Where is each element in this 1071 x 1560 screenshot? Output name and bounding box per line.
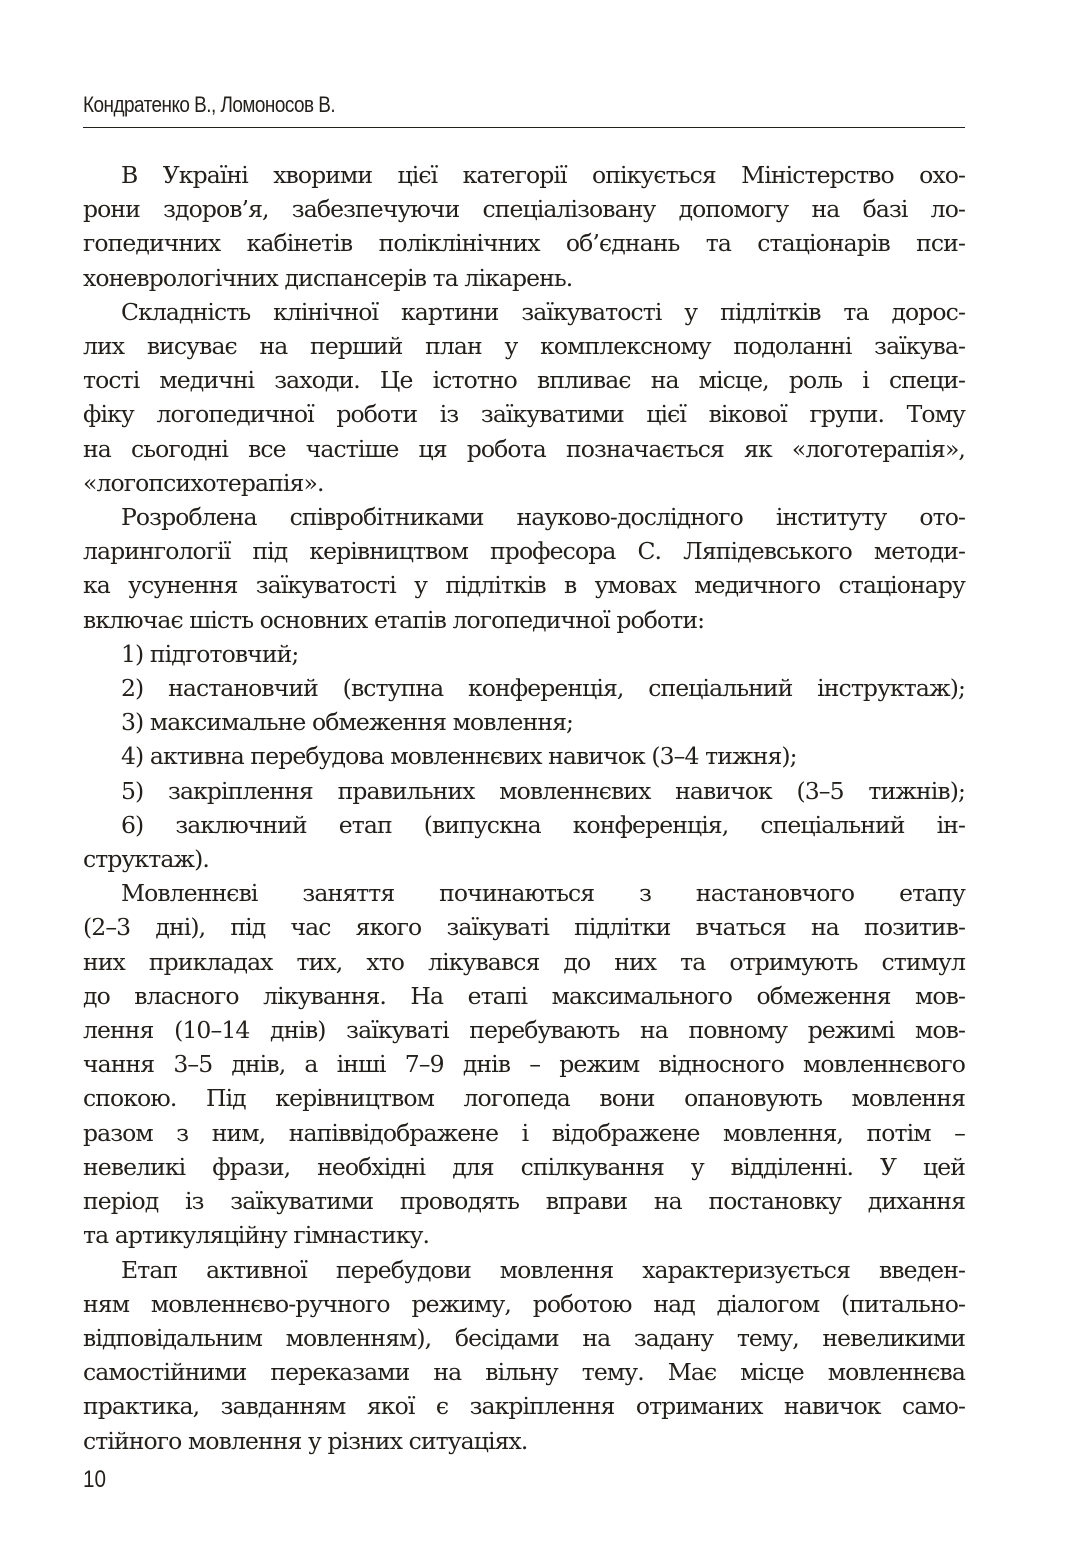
header-divider	[83, 127, 965, 128]
text-line: «логопсихотерапія».	[83, 468, 324, 497]
text-line: практика, завданням якої є закріплення отриманих навичок само-	[83, 1392, 965, 1421]
text-line: ням мовленнєво-ручного режиму, роботою над діалогом (питально-	[83, 1289, 965, 1318]
paragraph	[83, 1253, 965, 1458]
stage-list	[83, 637, 965, 876]
text-line: рони здоров’я, забезпечуючи спеціалізовану допомогу на базі ло-	[83, 195, 965, 224]
list-item: 4) активна перебудова мовленнєвих навичок (3–4 тижня);	[121, 742, 797, 771]
text-line: ка усунення заїкуватості у підлітків в умовах медичного стаціонару	[83, 571, 965, 600]
body-text	[83, 158, 965, 1458]
page-number: 10	[83, 1466, 106, 1493]
list-item: 2) настановчий (вступна конференція, спеціальний інструктаж);	[121, 674, 965, 703]
text-line: відповідальним мовленням), бесідами на задану тему, невеликими	[83, 1323, 965, 1352]
text-line: лення (10–14 днів) заїкуваті перебувають на повному режимі мов-	[83, 1016, 965, 1045]
text-line: чання 3–5 днів, а інші 7–9 днів – режим відносного мовленнєвого	[83, 1050, 965, 1079]
text-line: лих висуває на перший план у комплексному подоланні заїкува-	[83, 332, 965, 361]
paragraph	[83, 500, 965, 637]
text-line: гопедичних кабінетів поліклінічних об’єднань та стаціонарів пси-	[83, 229, 965, 258]
text-line: тості медичні заходи. Це істотно впливає на місце, роль і специ-	[83, 366, 965, 395]
list-item: 3) максимальне обмеження мовлення;	[121, 708, 574, 737]
text-line: невеликі фрази, необхідні для спілкування у відділенні. У цей	[83, 1152, 965, 1181]
list-item: 5) закріплення правильних мовленнєвих навичок (3–5 тижнів);	[121, 776, 965, 805]
paragraph	[83, 158, 965, 295]
text-line: хоневрологічних диспансерів та лікарень.	[83, 263, 573, 292]
text-line: (2–3 дні), під час якого заїкуваті підлітки вчаться на позитив-	[83, 913, 965, 942]
running-header-authors: Кондратенко В., Ломоносов В.	[83, 92, 336, 117]
text-line: період із заїкуватими проводять вправи на постановку дихання	[83, 1187, 965, 1216]
list-item-continuation: структаж).	[83, 845, 209, 874]
text-line: Етап активної перебудови мовлення характеризується введен-	[121, 1255, 965, 1284]
paragraph	[83, 295, 965, 500]
text-line: В Україні хворими цієї категорії опікується Міністерство охо-	[121, 161, 965, 189]
text-line: Розроблена співробітниками науково-дослідного інституту ото-	[121, 503, 965, 532]
text-line: до власного лікування. На етапі максимального обмеження мов-	[83, 981, 965, 1010]
text-line: включає шість основних етапів логопедичної роботи:	[83, 605, 705, 634]
list-item: 1) підготовчий;	[121, 639, 299, 668]
paragraph	[83, 876, 965, 1252]
text-line: стійного мовлення у різних ситуаціях.	[83, 1426, 528, 1455]
text-line: ларингології під керівництвом професора С. Ляпідевського методи-	[83, 537, 965, 566]
list-item: 6) заключний етап (випускна конференція, спеціальний ін-	[121, 810, 965, 839]
text-line: та артикуляційну гімнастику.	[83, 1221, 430, 1250]
text-line: Складність клінічної картини заїкуватості у підлітків та дорос-	[121, 297, 965, 326]
text-line: них прикладах тих, хто лікувався до них та отримують стимул	[83, 947, 965, 976]
text-line: Мовленнєві заняття починаються з настановчого етапу	[121, 879, 965, 908]
text-line: спокою. Під керівництвом логопеда вони опановують мовлення	[83, 1084, 965, 1113]
text-line: на сьогодні все частіше ця робота позначається як «логотерапія»,	[83, 434, 965, 463]
text-line: фіку логопедичної роботи із заїкуватими цієї вікової групи. Тому	[83, 400, 965, 429]
text-line: самостійними переказами на вільну тему. Має місце мовленнєва	[83, 1358, 965, 1387]
text-line: разом з ним, напіввідображене і відображене мовлення, потім –	[83, 1118, 965, 1147]
